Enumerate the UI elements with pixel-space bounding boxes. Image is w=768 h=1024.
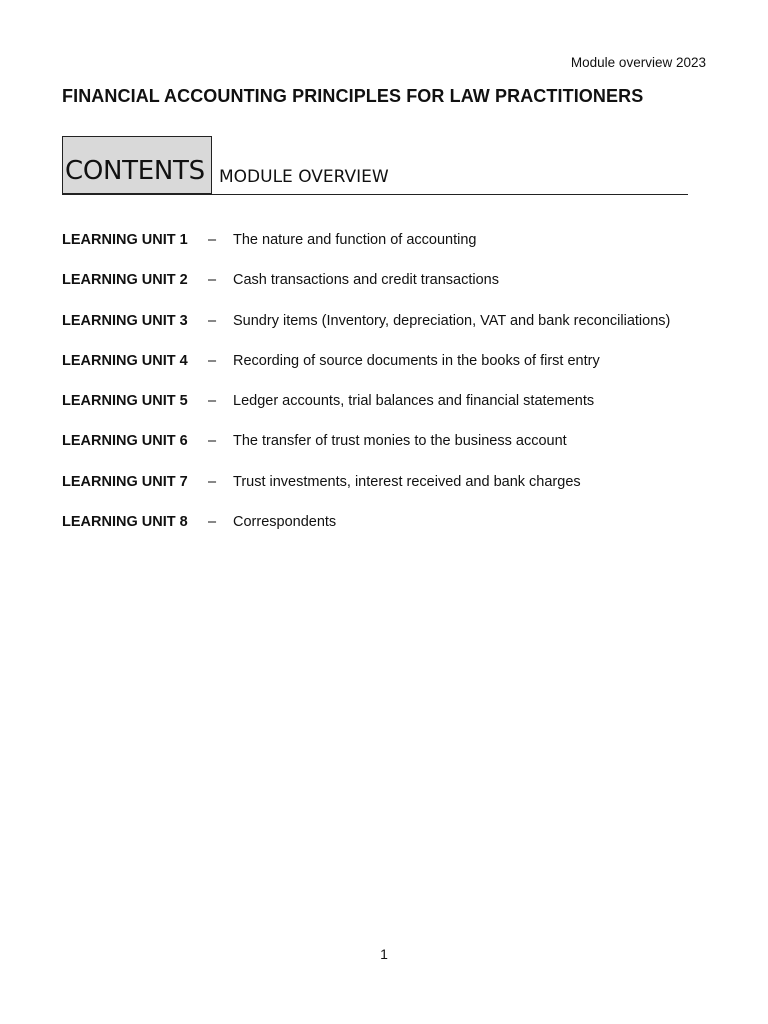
unit-label: LEARNING UNIT 7 (62, 473, 188, 490)
unit-title: Ledger accounts, trial balances and financial statements (233, 393, 595, 410)
unit-label: LEARNING UNIT 4 (62, 352, 188, 369)
unit-title: Cash transactions and credit transactions (233, 272, 499, 289)
unit-label: LEARNING UNIT 1 (62, 232, 188, 248)
page-number: 1 (380, 946, 388, 962)
section-heading (62, 136, 688, 195)
list-item (62, 392, 742, 432)
unit-title: The transfer of trust monies to the business account (233, 433, 567, 450)
unit-title: Sundry items (Inventory, depreciation, VAT and bank reconciliations) (233, 312, 671, 329)
unit-label: LEARNING UNIT 6 (62, 433, 188, 450)
unit-dash: – (208, 232, 217, 248)
unit-dash: – (208, 272, 217, 289)
unit-title: Recording of source documents in the books of first entry (233, 352, 600, 369)
unit-label: LEARNING UNIT 3 (62, 312, 188, 329)
unit-dash: – (208, 312, 217, 329)
list-item (62, 271, 742, 311)
list-item (62, 312, 742, 352)
unit-title: The nature and function of accounting (233, 232, 477, 248)
unit-title: Trust investments, interest received and bank charges (233, 473, 581, 490)
list-item (62, 513, 742, 553)
unit-dash: – (208, 514, 217, 531)
list-item (62, 231, 742, 271)
module-overview-label: MODULE OVERVIEW (219, 167, 389, 187)
unit-label: LEARNING UNIT 2 (62, 272, 188, 289)
unit-dash: – (208, 473, 217, 490)
running-header: Module overview 2023 (570, 55, 706, 70)
unit-dash: – (208, 433, 217, 450)
list-item (62, 473, 742, 513)
unit-title: Correspondents (233, 514, 337, 531)
contents-box (62, 136, 212, 194)
contents-label: CONTENTS (65, 156, 205, 186)
learning-units-list (62, 231, 742, 553)
unit-label: LEARNING UNIT 5 (62, 393, 188, 410)
unit-label: LEARNING UNIT 8 (62, 514, 188, 531)
unit-dash: – (208, 393, 217, 410)
list-item (62, 432, 742, 472)
list-item (62, 352, 742, 392)
unit-dash: – (208, 352, 217, 369)
document-title: FINANCIAL ACCOUNTING PRINCIPLES FOR LAW PRACTITIONERS (62, 86, 644, 106)
